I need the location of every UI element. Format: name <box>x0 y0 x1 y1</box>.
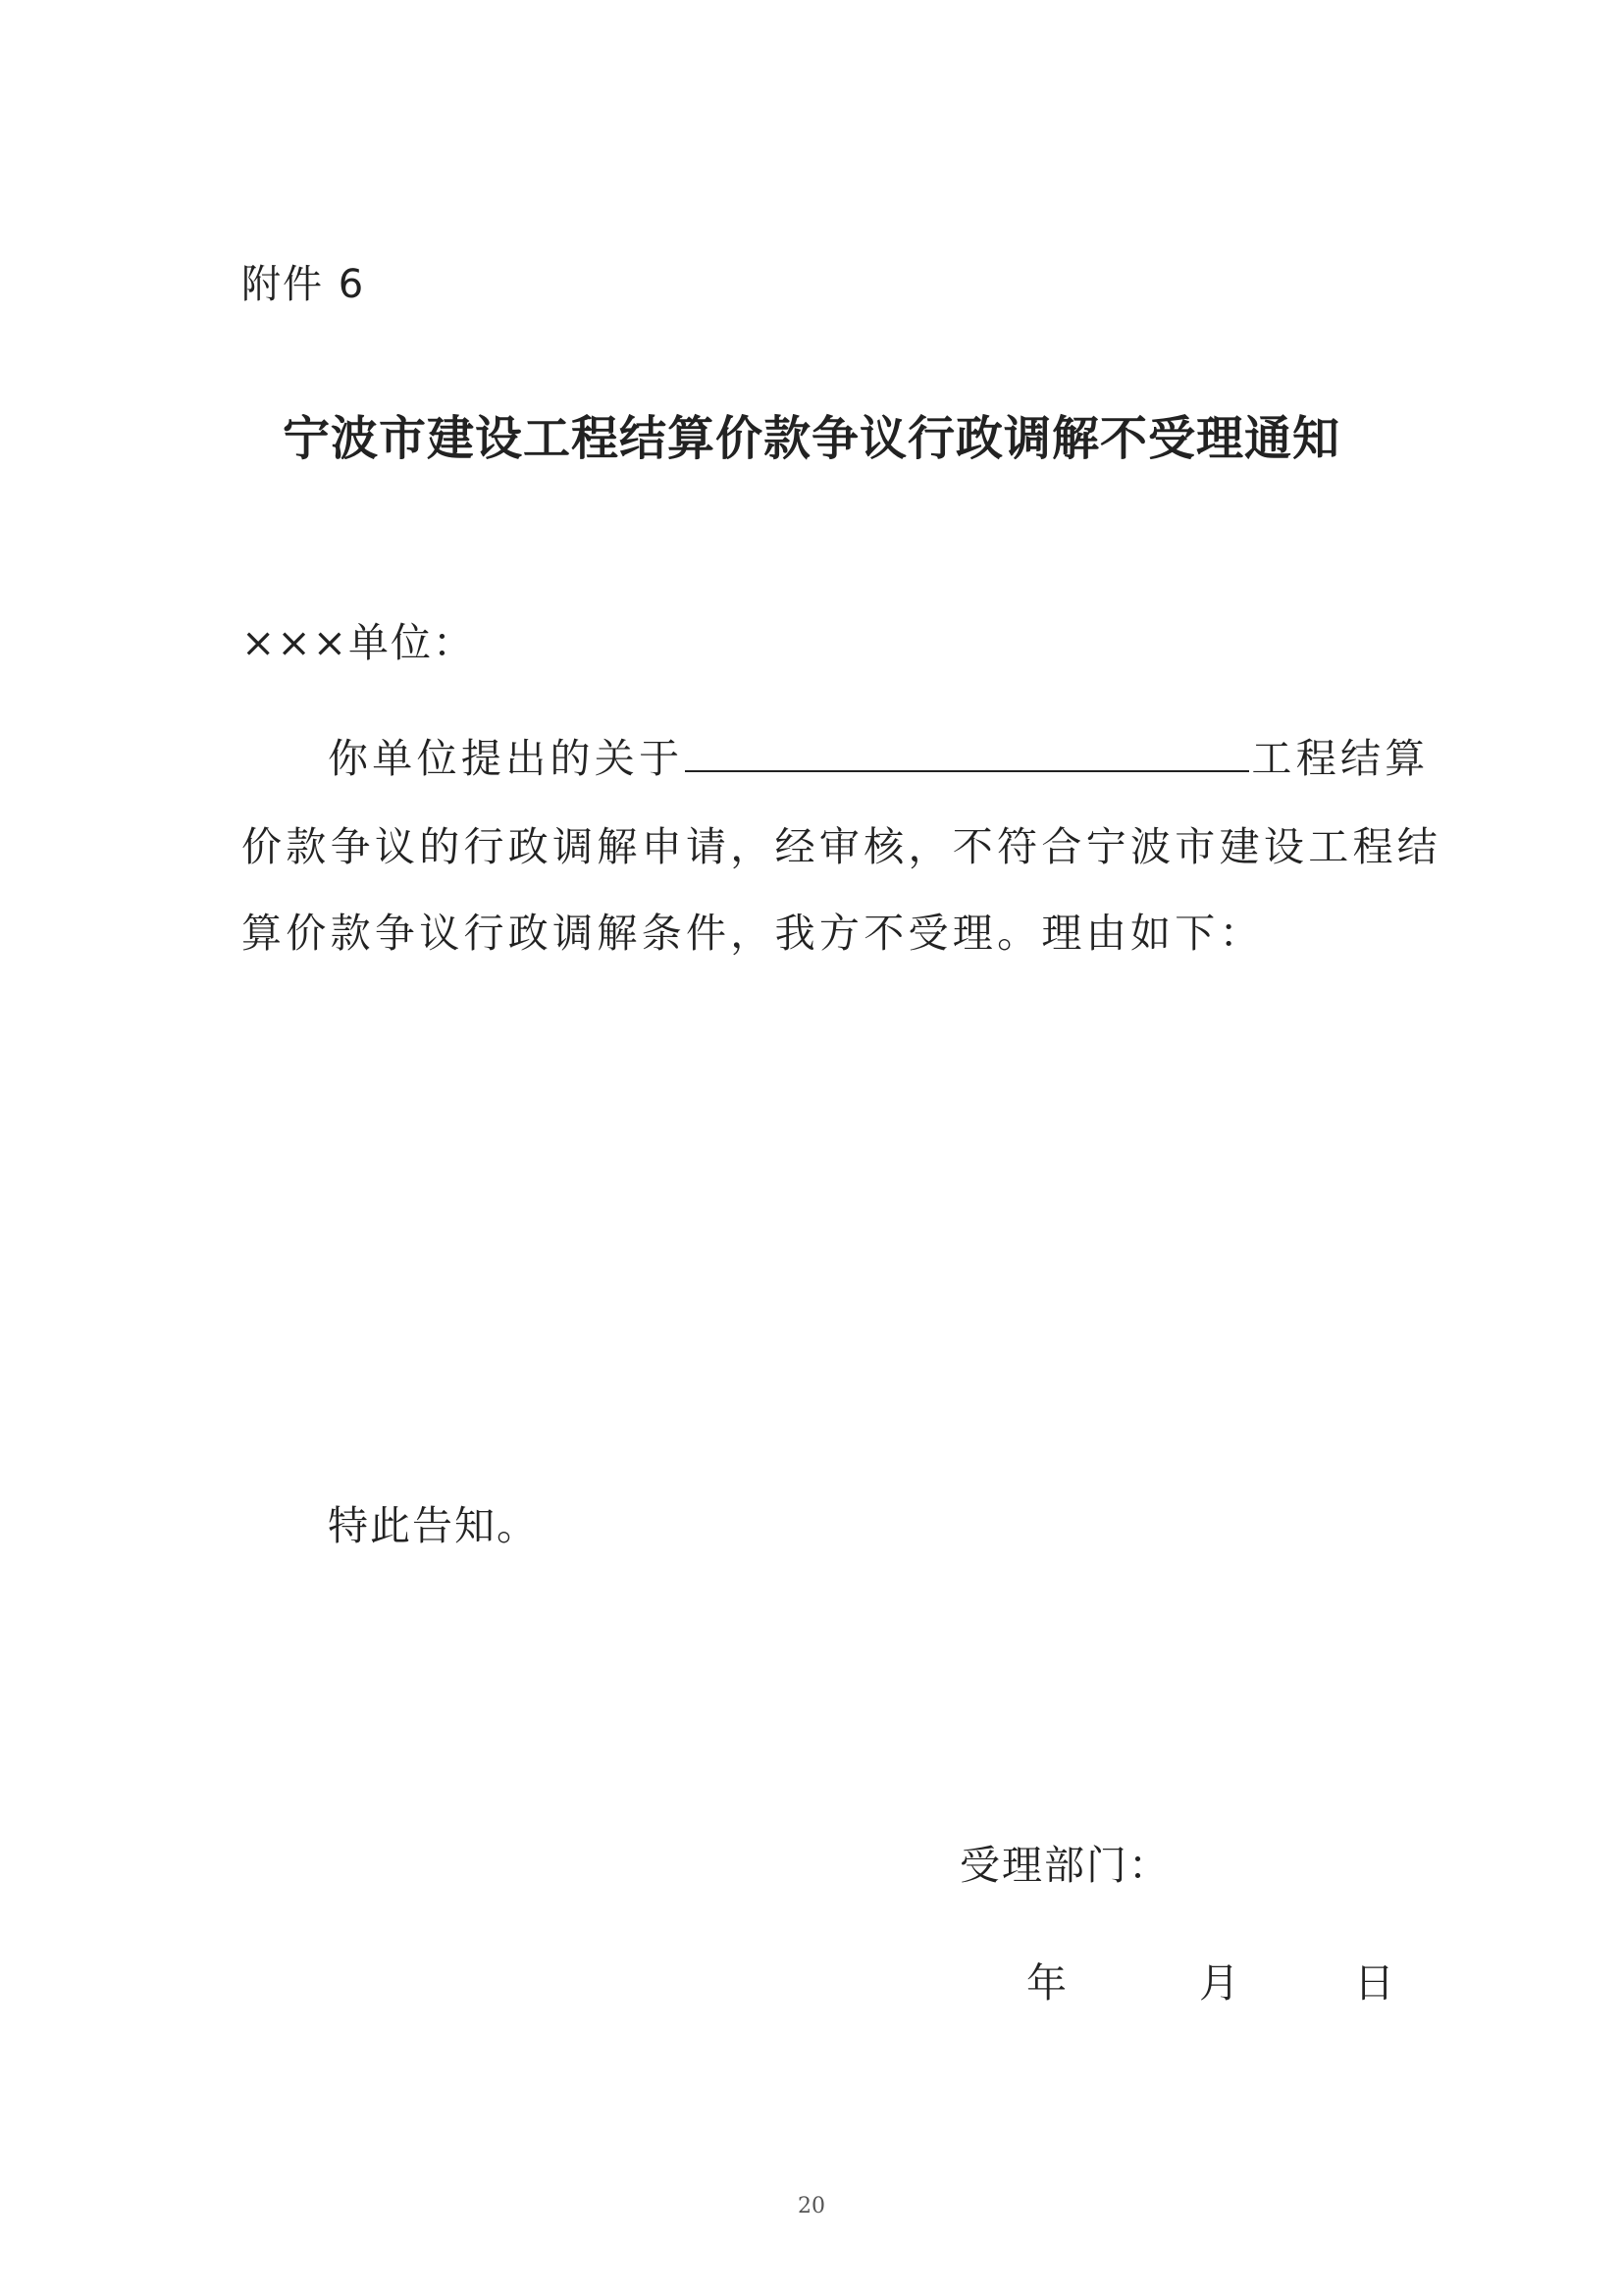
body-line-3: 算价款争议行政调解条件，我方不受理。理由如下： <box>241 910 1264 957</box>
closing-text: 特此告知。 <box>328 1502 539 1549</box>
body-line-1-suffix: 工程结算 <box>1251 735 1430 782</box>
body-line-1 <box>328 726 1430 784</box>
salutation: ×××单位： <box>241 619 476 666</box>
body-line-2: 价款争议的行政调解申请，经审核，不符合宁波市建设工程结 <box>241 823 1442 870</box>
date-day-label: 日 <box>1354 1959 1394 2007</box>
attachment-label: 附件 6 <box>241 262 366 307</box>
body-line-1-prefix: 你单位提出的关于 <box>328 735 684 782</box>
document-title: 宁波市建设工程结算价款争议行政调解不受理通知 <box>282 411 1340 466</box>
date-month-label: 月 <box>1199 1959 1239 2007</box>
page-number: 20 <box>798 2194 825 2218</box>
date-year-label: 年 <box>1026 1959 1067 2007</box>
department-label: 受理部门： <box>960 1842 1171 1889</box>
project-name-blank[interactable] <box>685 731 1249 772</box>
